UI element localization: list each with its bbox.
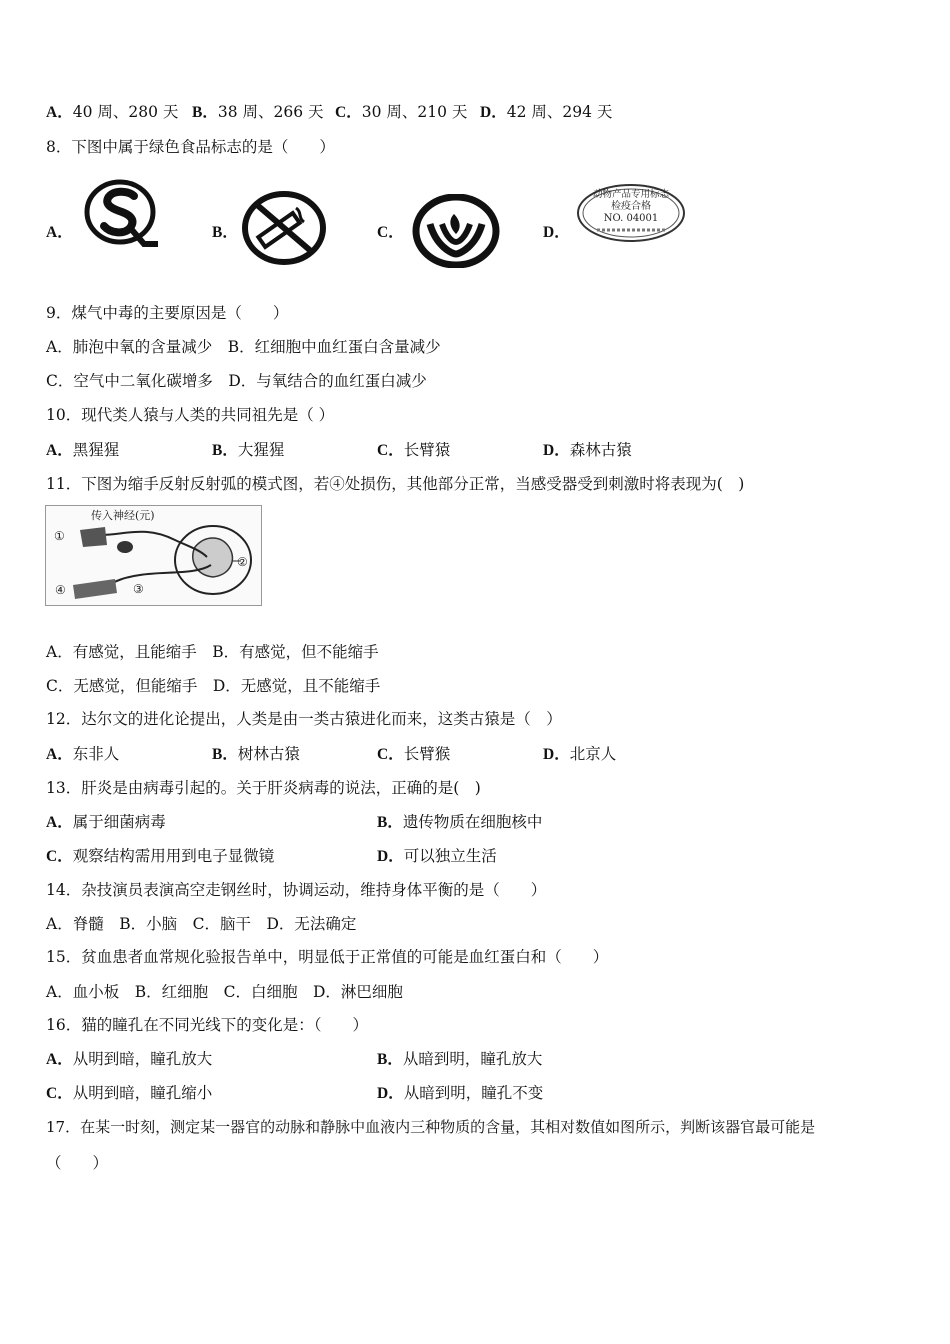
q11-stem: 11．下图为缩手反射反射弧的模式图，若④处损伤，其他部分正常，当感受器受到刺激时将表现为( ) <box>46 475 745 493</box>
q12-option-d: D．北京人 <box>543 745 617 763</box>
marker-4: ④ <box>55 583 66 597</box>
q13-option-b: B．遗传物质在细胞核中 <box>377 813 543 831</box>
stamp-line1: 动物产品专用标志 <box>592 189 669 200</box>
q16-option-d: D．从暗到明，瞳孔不变 <box>377 1084 544 1102</box>
q8-stem: 8．下图中属于绿色食品标志的是（ ） <box>46 138 335 156</box>
q16-stem: 16．猫的瞳孔在不同光线下的变化是：（ ） <box>46 1016 368 1034</box>
stamp-line2: 检疫合格 <box>611 201 651 212</box>
q12-option-b: B．树林古猿 <box>212 745 300 763</box>
q10-option-a: A．黑猩猩 <box>46 441 120 459</box>
q12-stem: 12．达尔文的进化论提出，人类是由一类古猿进化而来，这类古猿是（ ） <box>46 710 562 728</box>
q8-option-a-label: A． <box>46 224 73 241</box>
q14-stem: 14．杂技演员表演高空走钢丝时，协调运动，维持身体平衡的是（ ） <box>46 881 547 899</box>
sensory-neuron-label: 传入神经(元) <box>91 509 155 522</box>
q10-option-c: C．长臂猿 <box>377 441 451 459</box>
marker-3: ③ <box>133 582 144 596</box>
q10-option-b: B．大猩猩 <box>212 441 285 459</box>
q9-options-row2: C．空气中二氧化碳增多 D．与氧结合的血红蛋白减少 <box>46 372 427 390</box>
q9-stem: 9．煤气中毒的主要原因是（ ） <box>46 304 289 322</box>
reflex-arc-figure <box>45 505 262 606</box>
q10-option-d: D．森林古猿 <box>543 441 632 459</box>
stamp-line3: NO. 04001 <box>603 213 659 224</box>
q15-options: A．血小板 B．红细胞 C．白细胞 D．淋巴细胞 <box>46 983 403 1001</box>
marker-2: ② <box>237 555 248 569</box>
q12-option-a: A．东非人 <box>46 745 120 763</box>
q13-option-a: A．属于细菌病毒 <box>46 813 166 831</box>
q12-option-c: C．长臂猴 <box>377 745 451 763</box>
q11-options-row1: A．有感觉，且能缩手 B．有感觉，但不能缩手 <box>46 643 379 661</box>
q8-option-c-label: C． <box>377 224 404 241</box>
q11-options-row2: C．无感觉，但能缩手 D．无感觉，且不能缩手 <box>46 677 381 695</box>
q7-option-d: D．42 周、294 天 <box>480 103 613 121</box>
qs-s-logo-icon <box>82 178 162 257</box>
q7-option-a: A．40 周、280 天 <box>46 103 179 121</box>
q16-option-a: A．从明到暗，瞳孔放大 <box>46 1050 213 1068</box>
marker-1: ① <box>54 529 65 543</box>
q14-options: A．脊髓 B．小脑 C．脑干 D．无法确定 <box>46 915 357 933</box>
q10-stem: 10．现代类人猿与人类的共同祖先是（ ） <box>46 406 335 424</box>
q17-stem: 17．在某一时刻，测定某一器官的动脉和静脉中血液内三种物质的含量，其相对数值如图所示，判断该器官最可能是 <box>46 1118 816 1136</box>
q15-stem: 15．贫血患者血常规化验报告单中，明显低于正常值的可能是血红蛋白和（ ） <box>46 948 609 966</box>
q8-option-b-label: B． <box>212 224 238 241</box>
q13-option-c: C．观察结构需用用到电子显微镜 <box>46 847 275 865</box>
q16-option-b: B．从暗到明，瞳孔放大 <box>377 1050 543 1068</box>
q7-option-c: C．30 周、210 天 <box>335 103 468 121</box>
no-smoking-icon <box>240 190 328 270</box>
green-food-logo-icon <box>412 194 500 272</box>
q13-stem: 13．肝炎是由病毒引起的。关于肝炎病毒的说法，正确的是( ) <box>46 779 481 797</box>
animal-quarantine-stamp-icon <box>575 182 687 244</box>
q7-option-b: B．38 周、266 天 <box>192 103 324 121</box>
q16-option-c: C．从明到暗，瞳孔缩小 <box>46 1084 213 1102</box>
q8-option-d-label: D． <box>543 224 570 241</box>
q9-options-row1: A．肺泡中氧的含量减少 B．红细胞中血红蛋白含量减少 <box>46 338 441 356</box>
q13-option-d: D．可以独立生活 <box>377 847 497 865</box>
q17-stem-continued: （ ） <box>46 1154 109 1172</box>
